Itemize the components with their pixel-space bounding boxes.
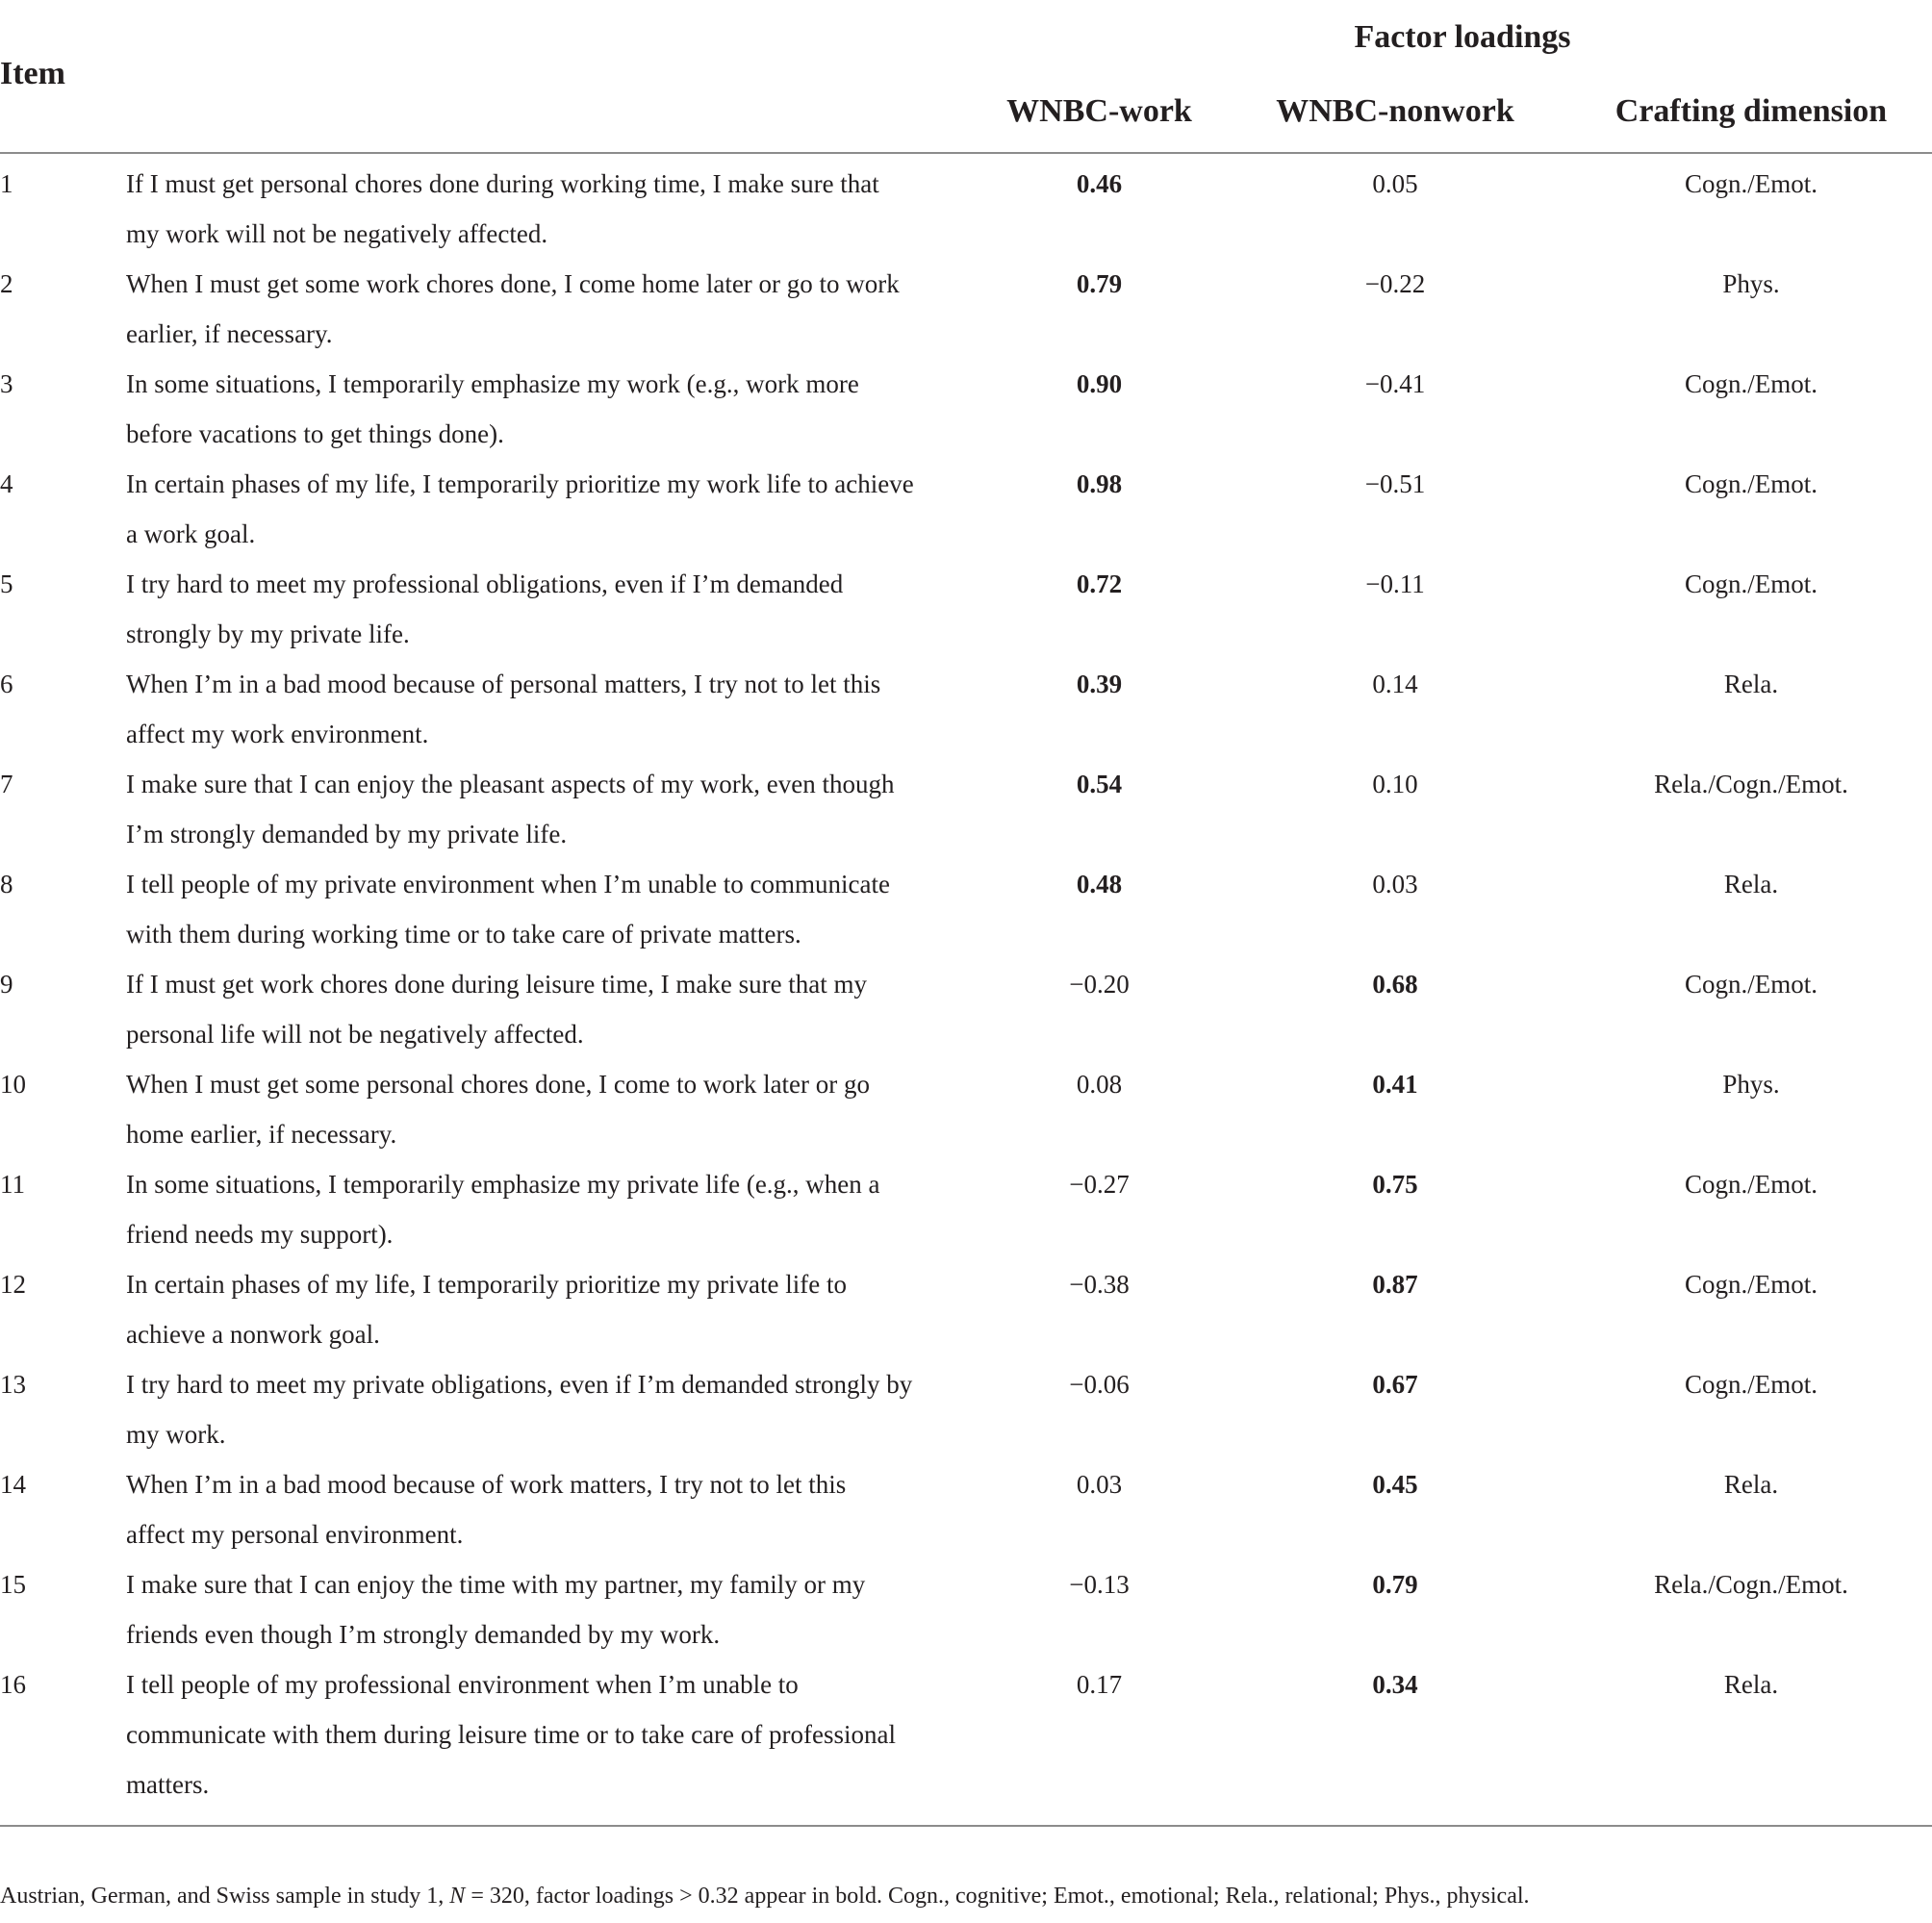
item-text-line: In some situations, I temporarily emphasize my work (e.g., work more [126, 369, 859, 398]
item-text-line: If I must get work chores done during leisure time, I make sure that my [126, 970, 868, 999]
item-text-line: my work will not be negatively affected. [126, 219, 548, 248]
header-wnbc-work: WNBC-work [1006, 93, 1192, 129]
item-text [126, 1459, 973, 1559]
header-item: Item [0, 56, 65, 91]
item-text-line: achieve a nonwork goal. [126, 1320, 380, 1349]
item-number: 10 [0, 1070, 26, 1099]
table-row [0, 159, 1932, 259]
loading-wnbc-work: 0.39 [1076, 670, 1123, 698]
item-text-line: I try hard to meet my professional obligations, even if I’m demanded [126, 569, 844, 598]
item-text-line: I make sure that I can enjoy the pleasant aspects of my work, even though [126, 770, 895, 798]
item-text-line: When I’m in a bad mood because of work matters, I try not to let this [126, 1470, 847, 1499]
crafting-dimension: Cogn./Emot. [1684, 1270, 1818, 1299]
loading-wnbc-nonwork: 0.10 [1372, 770, 1418, 798]
table-row [0, 259, 1932, 359]
item-text-line: home earlier, if necessary. [126, 1120, 397, 1149]
loading-wnbc-work: −0.20 [1069, 970, 1130, 999]
crafting-dimension: Phys. [1722, 1070, 1780, 1099]
table-row [0, 959, 1932, 1059]
crafting-dimension: Cogn./Emot. [1684, 1170, 1818, 1199]
item-text-line: I tell people of my professional environment when I’m unable to [126, 1670, 799, 1699]
loading-wnbc-work: 0.98 [1076, 469, 1123, 498]
loading-wnbc-work: 0.79 [1076, 269, 1123, 298]
item-text-line: I’m strongly demanded by my private life. [126, 820, 568, 848]
item-text [126, 959, 973, 1059]
item-text-line: friends even though I’m strongly demanded by my work. [126, 1620, 721, 1649]
item-text-line: personal life will not be negatively affected. [126, 1020, 584, 1049]
item-text [126, 1359, 973, 1459]
loading-wnbc-work: 0.03 [1076, 1470, 1123, 1499]
footnote-text-after: = 320, factor loadings > 0.32 appear in bold. Cogn., cognitive; Emot., emotional; Rela., relational; Phys., physical. [465, 1884, 1530, 1909]
item-text-line: If I must get personal chores done during working time, I make sure that [126, 169, 879, 198]
table-row [0, 559, 1932, 659]
crafting-dimension: Rela. [1723, 670, 1779, 698]
table-row [0, 459, 1932, 559]
item-number: 12 [0, 1270, 26, 1299]
crafting-dimension: Cogn./Emot. [1684, 970, 1818, 999]
item-number: 4 [0, 469, 13, 498]
item-number: 9 [0, 970, 13, 999]
crafting-dimension: Cogn./Emot. [1684, 1370, 1818, 1399]
item-text-line: communicate with them during leisure time or to take care of professional [126, 1720, 896, 1749]
loading-wnbc-nonwork: 0.03 [1372, 870, 1418, 898]
item-text [126, 659, 973, 759]
loading-wnbc-nonwork: −0.11 [1365, 569, 1425, 598]
item-text-line: When I must get some work chores done, I come home later or go to work [126, 269, 900, 298]
item-text-line: affect my work environment. [126, 720, 429, 748]
item-text-line: When I must get some personal chores done, I come to work later or go [126, 1070, 871, 1099]
loading-wnbc-work: 0.17 [1076, 1670, 1123, 1699]
item-text [126, 459, 973, 559]
loading-wnbc-nonwork: −0.22 [1364, 269, 1426, 298]
table-row [0, 1559, 1932, 1659]
table-bottom-rule [0, 1825, 1932, 1827]
table-row [0, 659, 1932, 759]
crafting-dimension: Phys. [1722, 269, 1780, 298]
item-text-line: with them during working time or to take care of private matters. [126, 920, 801, 949]
loading-wnbc-work: −0.27 [1069, 1170, 1130, 1199]
item-number: 5 [0, 569, 13, 598]
table-body [0, 159, 1932, 1809]
item-text-line: When I’m in a bad mood because of personal matters, I try not to let this [126, 670, 881, 698]
table-row [0, 1459, 1932, 1559]
loading-wnbc-nonwork: −0.41 [1364, 369, 1426, 398]
item-text-line: In some situations, I temporarily emphasize my private life (e.g., when a [126, 1170, 880, 1199]
item-number: 15 [0, 1570, 26, 1599]
crafting-dimension: Cogn./Emot. [1684, 569, 1818, 598]
header-factor-loadings: Factor loadings [1354, 19, 1571, 55]
item-number: 8 [0, 870, 13, 898]
crafting-dimension: Rela./Cogn./Emot. [1654, 770, 1848, 798]
crafting-dimension: Rela./Cogn./Emot. [1654, 1570, 1848, 1599]
item-text-line: before vacations to get things done). [126, 419, 504, 448]
crafting-dimension: Cogn./Emot. [1684, 469, 1818, 498]
item-text-line: matters. [126, 1770, 210, 1799]
item-text [126, 259, 973, 359]
loading-wnbc-nonwork: 0.79 [1372, 1570, 1418, 1599]
item-text-line: In certain phases of my life, I temporarily prioritize my work life to achieve [126, 469, 914, 498]
table-footnote [0, 1884, 1530, 1910]
table-row [0, 359, 1932, 459]
item-text-line: my work. [126, 1420, 226, 1449]
loading-wnbc-nonwork: 0.41 [1372, 1070, 1418, 1099]
crafting-dimension: Cogn./Emot. [1684, 169, 1818, 198]
loading-wnbc-nonwork: 0.67 [1372, 1370, 1418, 1399]
crafting-dimension: Rela. [1723, 1670, 1779, 1699]
item-text [126, 859, 973, 959]
item-text [126, 559, 973, 659]
item-text [126, 1659, 973, 1809]
loading-wnbc-work: 0.54 [1076, 770, 1123, 798]
loading-wnbc-nonwork: 0.05 [1372, 169, 1418, 198]
loading-wnbc-work: −0.38 [1069, 1270, 1130, 1299]
item-text-line: I make sure that I can enjoy the time with my partner, my family or my [126, 1570, 866, 1599]
crafting-dimension: Rela. [1723, 870, 1779, 898]
crafting-dimension: Cogn./Emot. [1684, 369, 1818, 398]
footnote-text-before: Austrian, German, and Swiss sample in study 1, [0, 1884, 450, 1909]
loading-wnbc-nonwork: −0.51 [1364, 469, 1426, 498]
header-divider [0, 152, 1932, 154]
crafting-dimension: Rela. [1723, 1470, 1779, 1499]
item-number: 14 [0, 1470, 26, 1499]
item-text-line: I try hard to meet my private obligations, even if I’m demanded strongly by [126, 1370, 913, 1399]
item-text [126, 159, 973, 259]
loading-wnbc-work: −0.06 [1069, 1370, 1130, 1399]
item-number: 6 [0, 670, 13, 698]
item-number: 7 [0, 770, 13, 798]
item-text [126, 759, 973, 859]
footnote-n-symbol: N [449, 1884, 466, 1909]
item-text-line: a work goal. [126, 519, 256, 548]
table-row [0, 1159, 1932, 1259]
table-row [0, 1659, 1932, 1809]
loading-wnbc-nonwork: 0.45 [1372, 1470, 1418, 1499]
loading-wnbc-work: 0.08 [1076, 1070, 1123, 1099]
item-text [126, 1059, 973, 1159]
table-row [0, 859, 1932, 959]
item-text [126, 1559, 973, 1659]
loading-wnbc-nonwork: 0.75 [1372, 1170, 1418, 1199]
loading-wnbc-nonwork: 0.34 [1372, 1670, 1418, 1699]
item-text-line: I tell people of my private environment when I’m unable to communicate [126, 870, 890, 898]
table-row [0, 1359, 1932, 1459]
loading-wnbc-nonwork: 0.14 [1372, 670, 1418, 698]
item-text [126, 1259, 973, 1359]
loading-wnbc-work: 0.90 [1076, 369, 1123, 398]
item-text-line: affect my personal environment. [126, 1520, 464, 1549]
item-number: 16 [0, 1670, 26, 1699]
item-number: 1 [0, 169, 13, 198]
item-number: 13 [0, 1370, 26, 1399]
table-row [0, 1259, 1932, 1359]
loading-wnbc-work: 0.48 [1076, 870, 1123, 898]
item-number: 2 [0, 269, 13, 298]
table-row [0, 759, 1932, 859]
loading-wnbc-work: 0.46 [1076, 169, 1123, 198]
item-text [126, 1159, 973, 1259]
header-wnbc-nonwork: WNBC-nonwork [1276, 93, 1514, 129]
item-text-line: In certain phases of my life, I temporarily prioritize my private life to [126, 1270, 847, 1299]
loading-wnbc-work: 0.72 [1076, 569, 1123, 598]
loading-wnbc-work: −0.13 [1069, 1570, 1130, 1599]
table-row [0, 1059, 1932, 1159]
header-crafting-dimension: Crafting dimension [1614, 93, 1888, 129]
loading-wnbc-nonwork: 0.68 [1372, 970, 1418, 999]
item-text [126, 359, 973, 459]
item-text-line: friend needs my support). [126, 1220, 394, 1249]
item-text-line: earlier, if necessary. [126, 319, 333, 348]
item-text-line: strongly by my private life. [126, 620, 410, 648]
loading-wnbc-nonwork: 0.87 [1372, 1270, 1418, 1299]
item-number: 3 [0, 369, 13, 398]
item-number: 11 [0, 1170, 25, 1199]
